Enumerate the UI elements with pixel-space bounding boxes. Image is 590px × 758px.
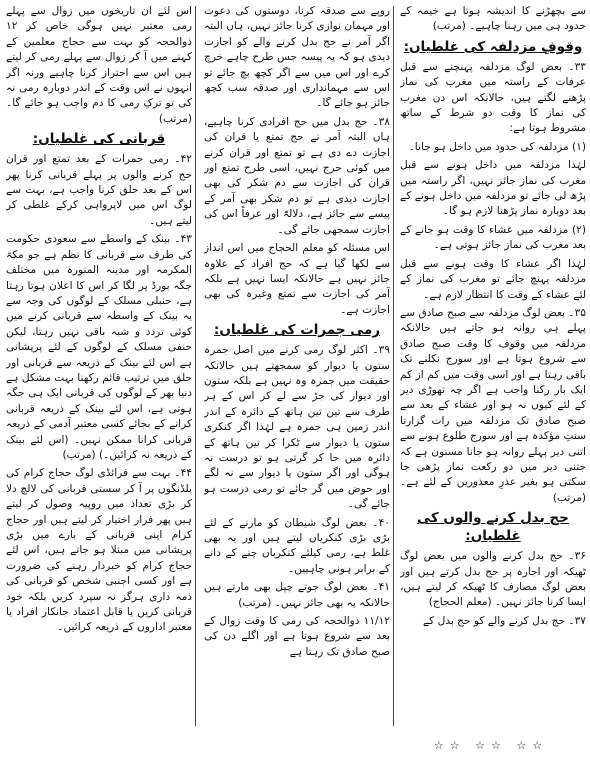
middle-column	[204, 4, 390, 754]
paragraph: ۳۸۔ حج بدل میں حج افرادی کرنا چاہیے، ہاں البتہ آمر نے حج تمتع یا قران کی اجازت دے دی ہے تو تمتع اور قران کرنے میں کوئی حرج نہیں، اسی طرح تمتع اور قران کی اجازت سے دم شکر کی بھی اجازت دیدی ہے تو دم شکر بھی آمر کے پیسے سے جائز ہے، دلالۃً اور عرفاً اس کی اجازت سمجھی جائے گی۔	[204, 115, 390, 236]
paragraph: ۳۷۔ حج بدل کرنے والے کو حج بدل کے	[422, 614, 586, 627]
paragraph: ۴۴۔ بہت سے فرائڈی لوگ حجاج کرام کی بلڈنگوں پر آ کر سستی قربانی کی لالچ دلا کر بڑی تعداد میں روپیہ وصول کر لیتے ہیں پھر فرار اختیار کر لیتے ہیں اور حجاج کرام اپنی قربانی کے بارے میں بڑی پریشانی میں مبتلا ہو جاتے ہیں، اس لئے حجاج کرام کو خبردار رہنے کی ضرورت ہے اور کسی اجنبی شخص کو قربانی کی ذمہ داری ہرگز نہ سپرد کریں بلکہ خود قربانی کریں یا قابل اعتماد جانکار افراد یا معتبر اداروں کے ذریعہ کرائیں۔	[6, 467, 192, 634]
left-column	[6, 4, 192, 754]
paragraph: ۴۱۔ بعض لوگ جوتے چپل بھی مارتے ہیں حالانکہ یہ بھی جائز نہیں۔ (مرتب)	[204, 581, 390, 609]
paragraph: ۴۰۔ بعض لوگ شیطان کو مارنے کے لئے بڑی بڑی کنکریاں لیتے ہیں اور یہ بھی غلط ہے، رمی کیلئے کنکریاں چنے کے دانے کے برابر ہونی چاہییں۔	[204, 516, 390, 575]
paragraph: روپے سے صدقہ کرنا، دوستوں کی دعوت اور مہمان نوازی کرنا جائز نہیں، ہاں البتہ اگر آمر نے حج بدل کرنے والے کو اجازت دیدی ہو کہ یہ پیسہ جس طرح چاہے خرچ کرے اور اس میں سے اگر کچھ بچ جائے تو اس سے مہمانداری اور صدقہ سب کچھ جائز ہو جائے گا۔	[204, 5, 390, 110]
paragraph: سے بچھڑنے کا اندیشہ ہوتا ہے خیمہ کے حدود ہی میں رہنا چاہیے۔ (مرتب)	[400, 5, 586, 33]
paragraph: ۳۶۔ حج بدل کرنے والوں میں بعض لوگ ٹھیکہ اور اجارہ پر حج بدل کرتے ہیں اور بعض لوگ مصارف کا ٹھیکہ کر لیتے ہیں، ایسا کرنا جائز نہیں۔ (معلم الحجاج)	[400, 550, 586, 609]
column-divider	[393, 6, 394, 726]
end-ornament: ☆☆ ☆☆ ☆☆	[433, 739, 549, 752]
paragraph: (۲) مزدلفہ میں عشاء کا وقت ہو جانے کے بعد مغرب کی نماز جائز ہوتی ہے۔	[400, 223, 586, 252]
section-heading-qurbani: قربانی کی غلطیاں:	[32, 131, 166, 148]
paragraph: اس مسئلہ کو معلم الحجاج میں اس انداز سے لکھا گیا ہے کہ حج افراد کے علاوہ جائز نہیں ہے حالانکہ ایسا نہیں ہے بلکہ آمر کی اجازت سے تمتع وغیرہ کی بھی اجازت ہے۔	[204, 242, 390, 316]
paragraph: لہٰذا مزدلفہ میں داخل ہونے سے قبل مغرب کی نماز جائز نہیں، اگر راستہ میں پڑھ لی جائے تو مزدلفہ میں داخل ہونے کے بعد دوبارہ نماز پڑھنا لازم ہو گا۔	[400, 159, 586, 218]
section-heading-hajj-badal: حج بدل کرنے والوں کی غلطیاں:	[417, 510, 569, 545]
section-heading-muzdalifa: وقوفِ مزدلفہ کی غلطیاں:	[403, 38, 583, 55]
paragraph: ۴۳۔ بینک کے واسطے سے سعودی حکومت کی طرف سے قربانی کا نظم ہے جو مکۃ المکرمہ اور مدینہ المنورہ میں مختلف جگہ بورڈ پر لگا کر اس کا اعلان ہوتا رہتا ہے، حنبلی مسلک کے لوگوں کی وجہ سے یہ بینک کے واسطہ سے قربانی کرنے میں کوئی تردد و شبہ باقی نہیں رہتا، لیکن حنفی مسلک کے لوگوں کے لئے پریشانی ہے اس لئے بینک کے ذریعہ سے قربانی اور حلق میں ترتیب قائم رکھنا بہت مشکل ہے دنیا بھر کے لوگوں کی قربانی ایک ہی جگہ ہوتی ہے، اس لئے بینک کے ذریعہ قربانی کرانے کے بجائے کسی معتبر آدمی کے ذریعہ قربانی کرانا ممکن نہیں۔ (اس لئے بینک کے ذریعہ نہ کرائیں۔) (مرتب)	[6, 233, 192, 461]
paragraph: ۴۲۔ رمی جمرات کے بعد تمتع اور قران حج کرنے والوں پر پہلے قربانی کرنا پھر اس کے بعد حلق کرنا واجب ہے، بہت سے لوگ اس میں لاپرواہی کرکے غلطی کر لیتے ہیں۔	[6, 153, 192, 227]
paragraph: ۳۹۔ اکثر لوگ رمی کرنے میں اصل جمرہ ستون یا دیوار کو سمجھتے ہیں حالانکہ حقیقت میں جمرہ وہ نہیں ہے بلکہ ستون اور دیوار کی جڑ سے لے کر اس کے ہر طرف سے تین تین ہاتھ کے دائرہ کے اندر اندر زمین ہی جمرہ ہے لہٰذا اگر کنکری ستون یا دیوار سے ٹکرا کر تین ہاتھ کے دائرہ میں جا کر گرتی ہو تو درست نہ ہوگی اور اگر ستون یا دیوار سے نہ لگے اور حوض میں گر جائے تو رمی درست ہو جائے گی۔	[204, 344, 390, 511]
paragraph: ۳۳۔ بعض لوگ مزدلفہ پہنچنے سے قبل عرفات کے راستہ میں مغرب کی نماز پڑھنے لگتے ہیں، حالانکہ اس دن مغرب کی نماز کا وقت دو شرط کے ساتھ مشروط ہوتا ہے:	[400, 60, 586, 135]
paragraph: اس لئے ان تاریخوں میں زوال سے پہلے رمی معتبر نہیں ہوگی خاص کر ۱۲ ذوالحجہ کو بہت سے حجاج معلمین کے کہنے میں آ کر زوال سے پہلے رمی کر لیتے ہیں اس سے احتراز کرنا چاہیے ورنہ اگر انہوں نے اس وقت کے اندر دوبارہ رمی نہ کی تو ترکِ رمی کا دم واجب ہو جائے گا۔ (مرتب)	[6, 5, 192, 125]
paragraph: لہٰذا اگر عشاء کا وقت ہونے سے قبل مزدلفہ پہنچ جائے تو مغرب کی نماز کے لئے عشاء کے وقت کا انتظار لازم ہے۔	[400, 257, 586, 301]
paragraph: ۱۱/۱۲ ذوالحجہ کی رمی کا وقت زوال کے بعد سے شروع ہوتا ہے اور اگلے دن کی صبح صادق تک رہتا ہے	[204, 615, 390, 658]
column-divider	[195, 6, 196, 726]
section-heading-rami: رمی جمرات کی غلطیاں:	[213, 322, 381, 339]
paragraph: ۳۵۔ بعض لوگ مزدلفہ سے صبح صادق سے پہلے ہی روانہ ہو جاتے ہیں حالانکہ مزدلفہ میں وقوف کا وقت صبح صادق سے شروع ہوتا ہے اور سورج نکلنے تک باقی رہتا ہے اور اسی وقت میں کم از کم ایک بار رکنا واجب ہے اگر چہ تھوڑی دیر کے لئے کیوں نہ ہو اور عشاء کے بعد سے صبح صادق تک مزدلفہ میں رات گزارنا سنتِ مؤکدہ ہے اور سورج طلوع ہونے سے اتنی دیر پہلے روانہ ہو جانا مسنون ہے کہ جتنی دیر میں دو رکعت نماز پڑھی جا سکتی ہو بغیر عذرِ معذورین کے لئے ہے۔ (مرتب)	[400, 306, 586, 504]
paragraph: (۱) مزدلفہ کی حدود میں داخل ہو جانا۔	[408, 140, 586, 153]
right-column	[400, 4, 586, 754]
